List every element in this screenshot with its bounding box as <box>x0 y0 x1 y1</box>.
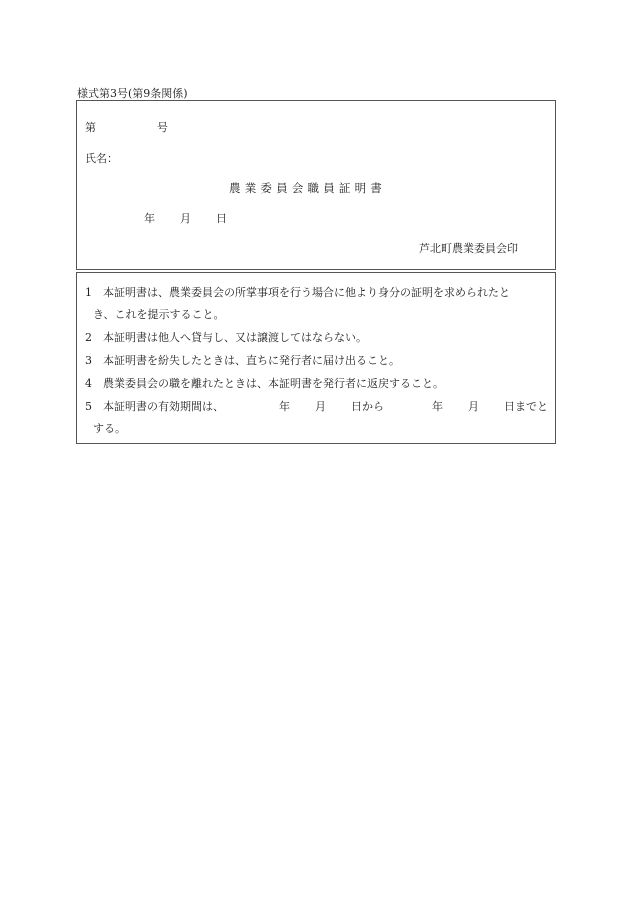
note-text: 本証明書の有効期間は、 <box>103 400 224 413</box>
note-number: 1 <box>85 286 92 299</box>
number-prefix: 第 <box>85 121 96 134</box>
note-number: 5 <box>85 400 92 413</box>
note-text: 本証明書は他人へ貸与し、又は譲渡してはならない。 <box>103 331 367 344</box>
valid-until-month-label: 月 <box>468 400 479 413</box>
note-number: 3 <box>85 354 92 367</box>
number-suffix: 号 <box>157 121 168 134</box>
certificate-title: 農業委員会職員証明書 <box>229 181 386 195</box>
note-1-continuation: き、これを提示すること。 <box>93 308 225 321</box>
note-text: 本証明書は、農業委員会の所掌事項を行う場合に他より身分の証明を求められたと <box>103 286 510 299</box>
valid-from-year-label: 年 <box>279 400 290 413</box>
note-3 <box>85 352 400 368</box>
form-number-label: 様式第3号(第9条関係) <box>77 87 188 100</box>
valid-from-day-label: 日から <box>351 400 384 413</box>
issuer-seal: 芦北町農業委員会印 <box>419 242 518 255</box>
note-5-continuation: する。 <box>93 422 126 435</box>
valid-until-year-label: 年 <box>432 400 443 413</box>
valid-from-month-label: 月 <box>315 400 326 413</box>
name-label: 氏名： <box>85 152 118 165</box>
note-2 <box>85 329 367 345</box>
note-text: 本証明書を紛失したときは、直ちに発行者に届け出ること。 <box>103 354 400 367</box>
issue-day-label: 日 <box>216 212 227 225</box>
note-4 <box>85 375 444 391</box>
issue-year-label: 年 <box>144 212 155 225</box>
note-number: 2 <box>85 331 92 344</box>
valid-until-day-label: 日までと <box>504 400 548 413</box>
note-number: 4 <box>85 377 92 390</box>
certificate-box <box>76 100 556 270</box>
notes-box <box>76 272 556 444</box>
note-1 <box>85 284 510 300</box>
note-5 <box>85 398 224 414</box>
issue-month-label: 月 <box>180 212 191 225</box>
note-text: 農業委員会の職を離れたときは、本証明書を発行者に返戻すること。 <box>103 377 444 390</box>
